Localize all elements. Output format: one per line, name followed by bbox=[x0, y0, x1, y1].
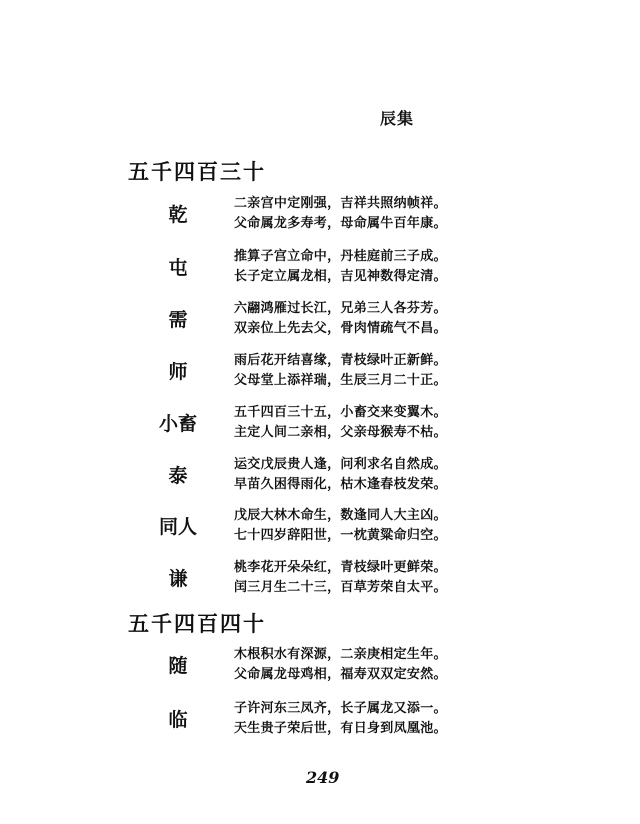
entry-name: 同人 bbox=[158, 516, 197, 538]
entry-name: 小畜 bbox=[158, 413, 197, 435]
entry bbox=[0, 697, 640, 741]
entry-line-1: 戊辰大林木命生，数逢同人大主凶。 bbox=[234, 508, 447, 523]
page-number: 249 bbox=[306, 768, 340, 787]
entry-line-1: 木根积水有深源，二亲庚相定生年。 bbox=[234, 647, 447, 662]
entry bbox=[0, 401, 640, 445]
entry-line-2: 父母堂上添祥瑞，生辰三月二十正。 bbox=[234, 373, 447, 388]
entry-line-1: 推算子宫立命中，丹桂庭前三子成。 bbox=[234, 249, 447, 264]
entry-line-2: 七十四岁辞阳世，一枕黄粱命归空。 bbox=[234, 528, 447, 543]
entry-line-1: 六翮鸿雁过长江，兄弟三人各芬芳。 bbox=[234, 301, 447, 316]
entry-line-2: 父命属龙母鸡相，福寿双双定安然。 bbox=[234, 667, 447, 682]
entry-line-2: 长子定立属龙相，吉见神数得定清。 bbox=[234, 269, 447, 284]
entry-line-1: 运交戊辰贵人逢，问利求名自然成。 bbox=[234, 457, 447, 472]
entry-line-1: 五千四百三十五，小畜交来变翼木。 bbox=[234, 405, 447, 420]
entry bbox=[0, 297, 640, 341]
entry-line-1: 雨后花开结喜缘，青枝绿叶正新鲜。 bbox=[234, 353, 447, 368]
entry-line-2: 父命属龙多寿考，母命属牛百年康。 bbox=[234, 216, 447, 231]
entry bbox=[0, 349, 640, 393]
entry-line-1: 二亲宫中定刚强，吉祥共照纳帧祥。 bbox=[234, 196, 447, 211]
entry-name: 乾 bbox=[168, 204, 188, 226]
section-title: 五千四百四十 bbox=[128, 611, 266, 636]
entry bbox=[0, 504, 640, 548]
entry-line-2: 天生贵子荣后世，有日身到凤凰池。 bbox=[234, 721, 447, 736]
entry-name: 临 bbox=[168, 709, 188, 731]
entry bbox=[0, 643, 640, 687]
entry-name: 随 bbox=[168, 655, 188, 677]
entry-line-2: 闰三月生二十三，百草芳荣自太平。 bbox=[234, 580, 447, 595]
section-title: 五千四百三十 bbox=[128, 159, 266, 184]
entry-name: 屯 bbox=[168, 257, 188, 279]
entry-line-1: 子许河东三凤齐，长子属龙又添一。 bbox=[234, 701, 447, 716]
entry bbox=[0, 556, 640, 600]
entry-name: 需 bbox=[168, 309, 188, 331]
entry bbox=[0, 245, 640, 289]
entry-line-2: 双亲位上先去父，骨肉情疏气不昌。 bbox=[234, 321, 447, 336]
entry-line-2: 早苗久困得雨化，枯木逢春枝发荣。 bbox=[234, 477, 447, 492]
entry-name: 泰 bbox=[168, 465, 188, 487]
entry-line-2: 主定人间二亲相，父亲母猴寿不枯。 bbox=[234, 425, 447, 440]
entry-name: 谦 bbox=[168, 568, 188, 590]
running-header: 辰集 bbox=[380, 109, 415, 128]
entry-name: 师 bbox=[168, 361, 188, 383]
entry bbox=[0, 192, 640, 236]
entry bbox=[0, 453, 640, 497]
entry-line-1: 桃李花开朵朵红，青枝绿叶更鲜荣。 bbox=[234, 560, 447, 575]
